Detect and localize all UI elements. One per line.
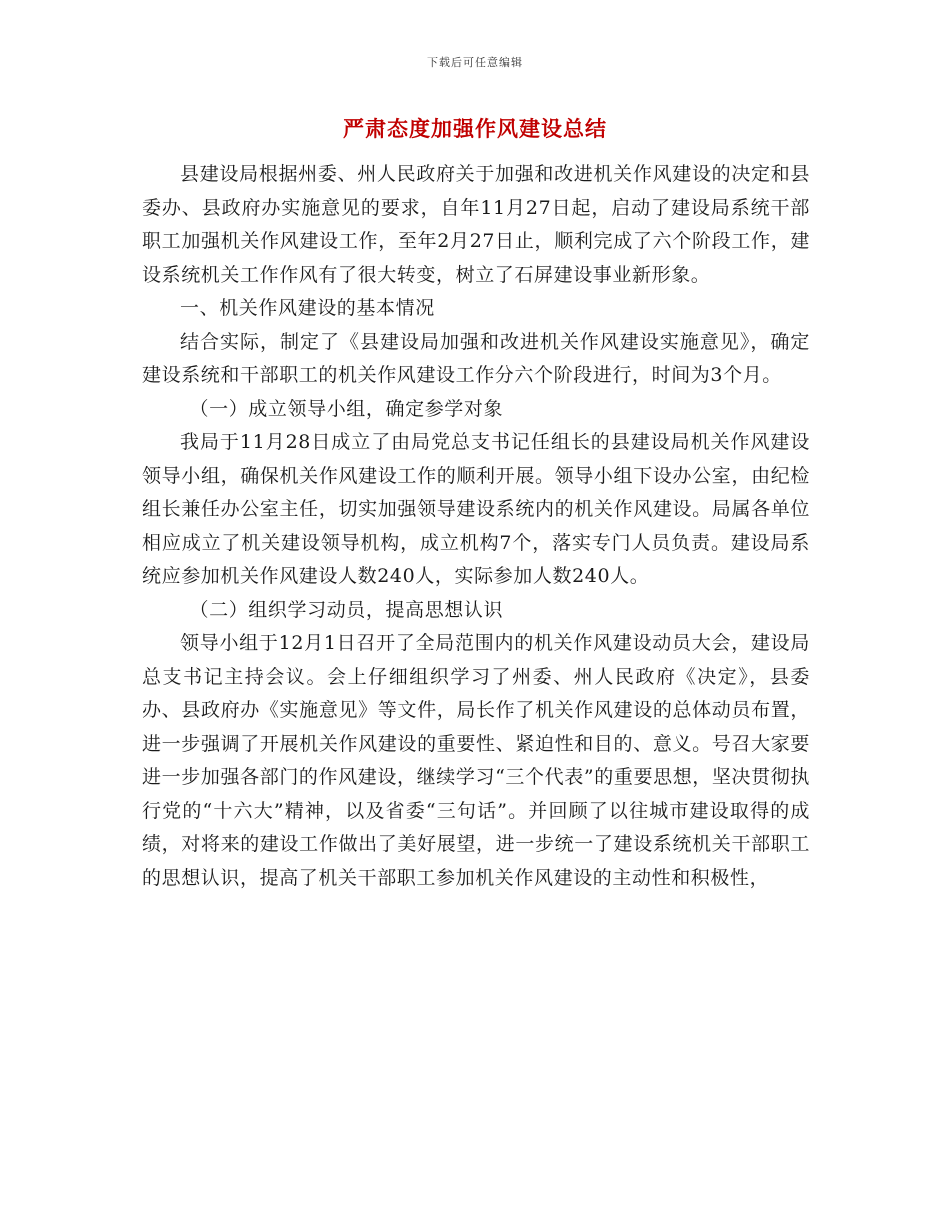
paragraph-implementation: 结合实际，制定了《县建设局加强和改进机关作风建设实施意见》，确定建设系统和干部职工的机关作风建设工作分六个阶段进行，时间为3个月。	[142, 330, 810, 386]
section-heading-basic-situation: 一、机关作风建设的基本情况	[180, 297, 435, 319]
document-body	[142, 158, 810, 895]
paragraph-leadership-group: 我局于11月28日成立了由局党总支书记任组长的县建设局机关作风建设领导小组，确保机关作风建设工作的顺利开展。领导小组下设办公室，由纪检组长兼任办公室主任，切实加强领导建设系统内的机关作风建设。局属各单位相应成立了机关建设领导机构，成立机构7个，落实专门人员负责。建设局系统应参加机关作风建设人数240人，实际参加人数240人。	[142, 431, 810, 587]
header-note: 下载后可任意编辑	[427, 56, 523, 69]
paragraph-intro: 县建设局根据州委、州人民政府关于加强和改进机关作风建设的决定和县委办、县政府办实施意见的要求，自年11月27日起，启动了建设局系统干部职工加强机关作风建设工作，至年2月27日止，顺利完成了六个阶段工作，建设系统机关工作作风有了很大转变，树立了石屏建设事业新形象。	[142, 163, 810, 286]
document-title: 严肃态度加强作风建设总结	[343, 116, 607, 141]
paragraph-study-mobilization: 领导小组于12月1日召开了全局范围内的机关作风建设动员大会，建设局总支书记主持会议。会上仔细组织学习了州委、州人民政府《决定》，县委办、县政府办《实施意见》等文件，局长作了机关作风建设的总体动员布置，进一步强调了开展机关作风建设的重要性、紧迫性和目的、意义。号召大家要进一步加强各部门的作风建设，继续学习“三个代表”的重要思想，坚决贯彻执行党的“十六大”精神，以及省委“三句话”。并回顾了以往城市建设取得的成绩，对将来的建设工作做出了美好展望，进一步统一了建设系统机关干部职工的思想认识，提高了机关干部职工参加机关作风建设的主动性和积极性，	[142, 632, 810, 889]
subsection-heading-study-mobilization: （二）组织学习动员，提高思想认识	[189, 598, 504, 621]
subsection-heading-leadership-group: （一）成立领导小组，确定参学对象	[189, 397, 504, 420]
